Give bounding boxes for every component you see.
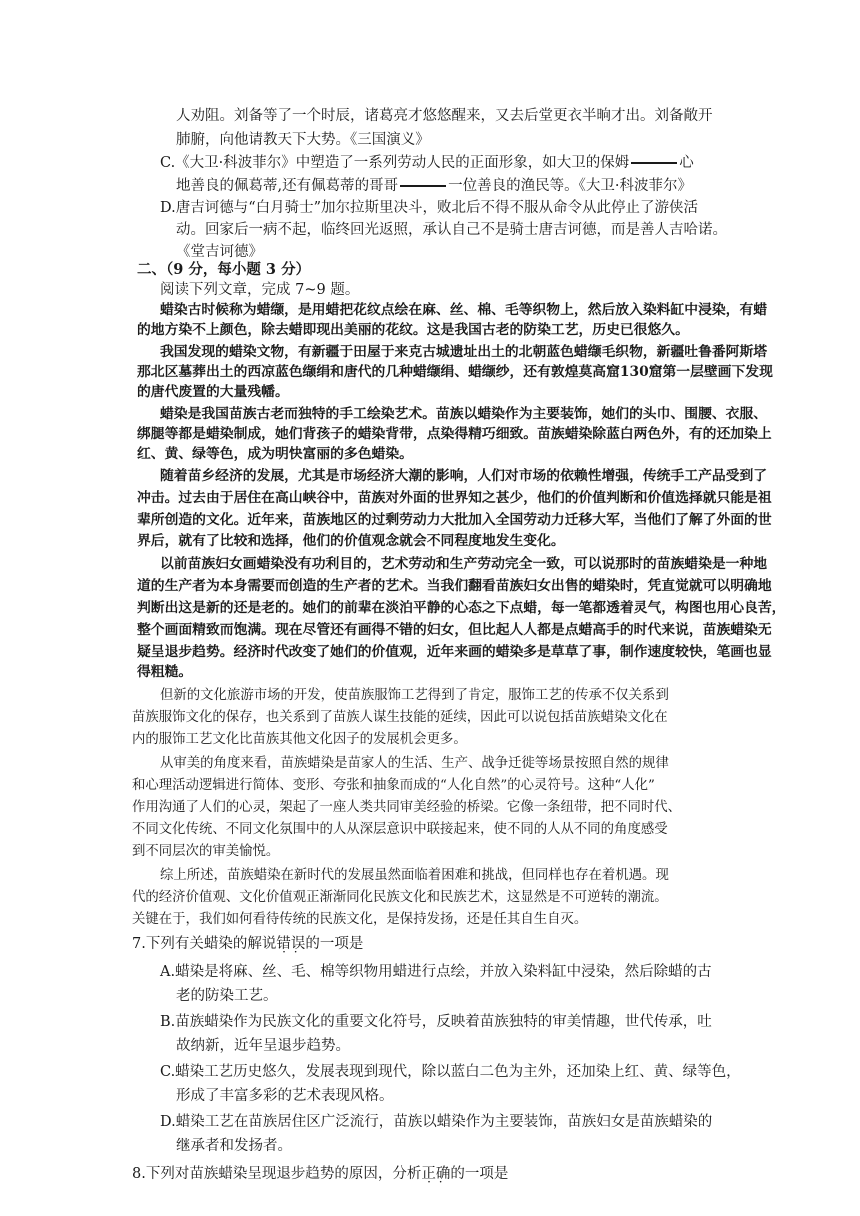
option-b-line-2: 肺腑，向他请教天下大势。《三国演义》 xyxy=(176,132,430,148)
option-c-text-b: 心 xyxy=(679,155,694,171)
section-heading: 二、（9 分，每小题 3 分） xyxy=(137,261,311,278)
article-line: 内的服饰工艺文化比苗族其他文化因子的发展机会更多。 xyxy=(132,732,467,747)
article-line: 到不同层次的审美愉悦。 xyxy=(132,844,280,859)
dash-mark xyxy=(400,185,446,187)
q7-option-b-line-1: B.苗族蜡染作为民族文化的重要文化符号，反映着苗族独特的审美情趣，世代传承，吐 xyxy=(160,1014,712,1030)
article-line: 疑呈退步趋势。经济时代改变了她们的价值观，近年来画的蜡染多是草草了事，制作速度较快，笔画也显 xyxy=(137,644,772,660)
option-c-text-a: C.《大卫·科波菲尔》中塑造了一系列劳动人民的正面形象，如大卫的保姆 xyxy=(160,155,630,171)
question-8-stem xyxy=(132,1164,508,1184)
article-line: 蜡染古时候称为蜡缬，是用蜡把花纹点绘在麻、丝、棉、毛等织物上，然后放入染料缸中浸染，有蜡 xyxy=(160,302,768,318)
article-line: 综上所述，苗族蜡染在新时代的发展虽然面临着困难和挑战，但同样也存在着机遇。现 xyxy=(160,868,669,883)
article-line: 苗族服饰文化的保存，也关系到了苗族人谋生技能的延续，因此可以说包括苗族蜡染文化在 xyxy=(132,710,668,725)
option-c2-text-a: 地善良的佩葛蒂,还有佩葛蒂的哥哥 xyxy=(176,178,399,194)
question-8-stem-a: 8.下列对苗族蜡染呈现退步趋势的原因，分析 xyxy=(132,1166,422,1182)
article-line: 从审美的角度来看，苗族蜡染是苗家人的生活、生产、战争迁徙等场景按照自然的规律 xyxy=(160,756,669,771)
article-line: 的唐代废置的大量残幡。 xyxy=(137,384,289,400)
dash-mark xyxy=(631,162,677,164)
article-line: 和心理活动逻辑进行简体、变形、夸张和抽象而成的“人化自然”的心灵符号。这种“人化” xyxy=(132,778,655,793)
question-8-stem-b: 的一项是 xyxy=(450,1166,509,1182)
q7-option-a-line-1: A.蜡染是将麻、丝、毛、棉等织物用蜡进行点绘，并放入染料缸中浸染，然后除蜡的古 xyxy=(160,964,712,980)
article-line: 但新的文化旅游市场的开发，使苗族服饰工艺得到了肯定，服饰工艺的传承不仅关系到 xyxy=(160,688,669,703)
article-line: 得粗糙。 xyxy=(137,664,193,680)
q7-option-b-line-2: 故纳新，近年呈退步趋势。 xyxy=(176,1038,350,1054)
emphasis-mark: 错误 · · xyxy=(276,936,305,952)
article-line: 判断出这是新的还是老的。她们的前辈在淡泊平静的心态之下点蜡，每一笔都透着灵气，构图也用心良苦， xyxy=(137,600,786,616)
question-7-stem-a: 7.下列有关蜡染的解说 xyxy=(132,936,277,952)
article-line: 以前苗族妇女画蜡染没有功利目的，艺术劳动和生产劳动完全一致，可以说那时的苗族蜡染是一种地 xyxy=(160,556,768,572)
article-line: 冲击。过去由于居住在高山峡谷中，苗族对外面的世界知之甚少，他们的价值判断和价值选择就只能是祖 xyxy=(137,490,772,506)
article-line: 绑腿等都是蜡染制成，她们背孩子的蜡染背带，点染得精巧细致。苗族蜡染除蓝白两色外，有的还加染上 xyxy=(137,426,772,442)
article-line: 辈所创造的文化。近年来，苗族地区的过剩劳动力大批加入全国劳动力迁移大军，当他们了解了外面的世 xyxy=(137,512,772,528)
article-line: 我国发现的蜡染文物，有新疆于田屋于来克古城遗址出土的北朝蓝色蜡缬毛织物，新疆吐鲁番阿斯塔 xyxy=(160,344,768,360)
option-b-line-1: 人劝阻。刘备等了一个时辰，诸葛亮才悠悠醒来，又去后堂更衣半晌才出。刘备敞开 xyxy=(176,108,713,124)
option-d-line-2: 动。回家后一病不起，临终回光返照，承认自己不是骑士唐吉诃德，而是善人吉哈诺。 xyxy=(176,222,727,238)
article-line: 的地方染不上颜色，除去蜡即现出美丽的花纹。这是我国古老的防染工艺，历史已很悠久。 xyxy=(137,322,689,338)
article-line: 关键在于，我们如何看待传统的民族文化，是保持发扬，还是任其自生自灭。 xyxy=(132,912,588,927)
section-instruction: 阅读下列文章，完成 7~9 题。 xyxy=(160,282,360,298)
article-line: 代的经济价值观、文化价值观正渐渐同化民族文化和民族艺术，这显然是不可逆转的潮流。 xyxy=(132,890,668,905)
article-line: 作用沟通了人们的心灵，架起了一座人类共同审美经验的桥梁。它像一条纽带，把不同时代、 xyxy=(132,800,682,815)
q7-option-c-line-2: 形成了丰富多彩的艺术表现风格。 xyxy=(176,1088,394,1104)
q7-option-c-line-1: C.蜡染工艺历史悠久，发展表现到现代，除以蓝白二色为主外，还加染上红、黄、绿等色， xyxy=(160,1064,741,1080)
article-line: 整个画面精致而饱满。现在尽管还有画得不错的妇女，但比起人人都是点蜡高手的时代来说，苗族蜡染无 xyxy=(137,622,772,638)
question-7-stem-b: 的一项是 xyxy=(305,936,364,952)
article-line: 界后，就有了比较和选择，他们的价值观念就会不同程度地发生变化。 xyxy=(137,533,565,549)
question-7-stem xyxy=(132,934,363,954)
article-line: 道的生产者为本身需要而创造的生产者的艺术。当我们翻看苗族妇女出售的蜡染时，凭直觉就可以明确地 xyxy=(137,578,772,594)
article-line: 红、黄、绿等色，成为明快富丽的多色蜡染。 xyxy=(137,446,413,462)
option-c-line-2 xyxy=(176,176,692,196)
q7-option-d-line-1: D.蜡染工艺在苗族居住区广泛流行，苗族以蜡染作为主要装饰，苗族妇女是苗族蜡染的 xyxy=(160,1114,713,1130)
article-line: 蜡染是我国苗族古老而独特的手工绘染艺术。苗族以蜡染作为主要装饰，她们的头巾、围腰、衣服、 xyxy=(160,406,768,422)
option-d-line-1: D.唐吉诃德与“白月骑士”加尔拉斯里决斗，败北后不得不服从命令从此停止了游侠活 xyxy=(160,200,699,216)
q7-option-a-line-2: 老的防染工艺。 xyxy=(176,988,278,1004)
article-line: 随着苗乡经济的发展，尤其是市场经济大潮的影响，人们对市场的依赖性增强，传统手工产品受到了 xyxy=(160,468,768,484)
article-line: 那北区墓葬出土的西凉蓝色缬绢和唐代的几种蜡缬绢、蜡缬纱，还有敦煌莫高窟130窟第一层壁画下发现 xyxy=(137,364,773,380)
article-line: 不同文化传统、不同文化氛围中的人从深层意识中联接起来，使不同的人从不同的角度感受 xyxy=(132,822,668,837)
q7-option-d-line-2: 继承者和发扬者。 xyxy=(176,1138,292,1154)
emphasis-mark: 正确 · · xyxy=(421,1166,450,1182)
option-c-line-1 xyxy=(160,153,694,173)
option-d-line-3: 《堂吉诃德》 xyxy=(176,244,263,260)
option-c2-text-b: 一位善良的渔民等。《大卫·科波菲尔》 xyxy=(448,178,692,194)
